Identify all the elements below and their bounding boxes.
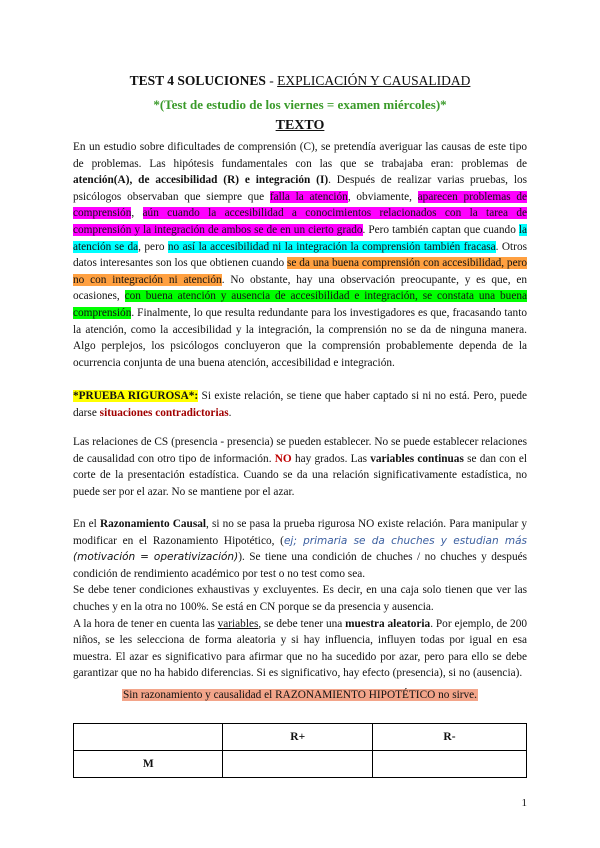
page-number: 1 <box>521 797 527 809</box>
highlight-green: con buena atención y ausencia de accesibilidad e integración, se constata una buena comprensión <box>73 290 527 319</box>
contingency-table <box>73 723 527 778</box>
paragraph-study: En un estudio sobre dificultades de comprensión (C), se pretendía averiguar las causas de este tipo de problemas. Las hipótesis fundamentales con las que se trabajaba eran: problemas de atención(A), de accesibilidad (R) e integración (I). Después de realizar varias pruebas, los psicólogos observaban que siempre que falla la atención, obviamente, aparecen problemas de comprensión, aún cuando la accesibilidad a conocimientos relacionados con la tarea de comprensión y la integración de ambos se de en un cierto grado. Pero también captan que cuando la atención se da, pero no así la accesibilidad ni la integración la comprensión también fracasa. Otros datos interesantes son los que obtienen cuando se da una buena comprensión con accesibilidad, pero no con integración ni atención. No obstante, hay una observación preocupante, y es que, en ocasiones, con buena atención y ausencia de accesibilidad e integración, se constata una buena comprensión. Finalmente, lo que resulta redundante para los investigadores es que, fracasando tanto la atención, como la accesibilidad y la integración, la comprensión no se da de ninguna manera. Algo perplejos, los psicólogos concluyeron que la comprensión probablemente dependa de la ocurrencia conjunta de una buena atención, accesibilidad e integración. <box>73 141 528 369</box>
table-cell <box>223 751 372 778</box>
table-cell <box>372 751 526 778</box>
paragraph-razonamiento: En el Razonamiento Causal, si no se pasa la prueba rigurosa NO existe relación. Para manipular y modificar en el Razonamiento Hipotético, (ej; primaria se da chuches y estudian más (motivación = operativización)). Se tiene una condición de chuches / no chuches y después condición de rendimiento académico por test o no test como sea. Se debe tener condiciones exhaustivas y excluyentes. Es decir, en una caja solo tienen que ver las chuches y en la otra no 100%. Se está en CN porque se da presencia y ausencia. A la hora de tener en cuenta las variables, se debe tener una muestra aleatoria. Por ejemplo, de 200 niños, se les selecciona de forma aleatoria y si hay influencia, influyen todas por igual en esa muestra. El azar es significativo para afirmar que no ha sucedido por azar, pero para ello se debe garantizar que no ha habido diferencias. Si es significativo, hay efecto (presencia), si no (ausencia). <box>73 518 528 680</box>
title-bold: TEST 4 SOLUCIONES <box>129 73 266 88</box>
table-header-r-plus: R+ <box>223 724 372 751</box>
paragraph-prueba-rigurosa: *PRUEBA RIGUROSA*: Si existe relación, se tiene que haber captado si ni no está. Pero, puede darse situaciones contradictorias. <box>73 390 528 419</box>
prueba-rigurosa-label: *PRUEBA RIGUROSA*: <box>73 390 199 402</box>
section-heading: TEXTO <box>275 118 325 133</box>
highlight-cyan: no así la accesibilidad ni la integración la comprensión también fracasa <box>167 240 496 253</box>
subtitle-note: *(Test de estudio de los viernes = examen miércoles)* <box>153 97 447 112</box>
table-row <box>74 724 527 751</box>
title-topic: EXPLICACIÓN Y CAUSALIDAD <box>277 73 471 88</box>
table-row <box>74 751 527 778</box>
highlight-magenta: aparecen problemas de comprensión <box>73 190 528 220</box>
highlight-orange: se da una buena comprensión con accesibilidad, pero no con integración ni atención <box>73 257 527 286</box>
highlight-magenta: aún cuando la accesibilidad a conocimientos relacionados con la tarea de comprensión y la integración de ambos se de en un cierto grado <box>73 207 527 236</box>
table-header-r-minus: R- <box>372 724 526 751</box>
table-cell <box>74 724 223 751</box>
paragraph-relaciones: Las relaciones de CS (presencia - presencia) se pueden establecer. No se puede establecer relaciones de causalidad con otro tipo de información. NO hay grados. Las variables continuas se dan con el corte de la presentación estadística. Cuando se da una relación significativamente estadística, no puede ser por el azar. No se mantiene por el azar. <box>73 436 527 498</box>
document-title: TEST 4 SOLUCIONES - EXPLICACIÓN Y CAUSALIDAD <box>129 73 471 88</box>
table-row-label-m: M <box>74 751 223 778</box>
highlight-cyan: la atención se da <box>73 223 528 253</box>
highlight-magenta: falla la atención <box>269 190 348 203</box>
highlighted-conclusion: Sin razonamiento y causalidad el RAZONAMIENTO HIPOTÉTICO no sirve. <box>122 689 477 701</box>
